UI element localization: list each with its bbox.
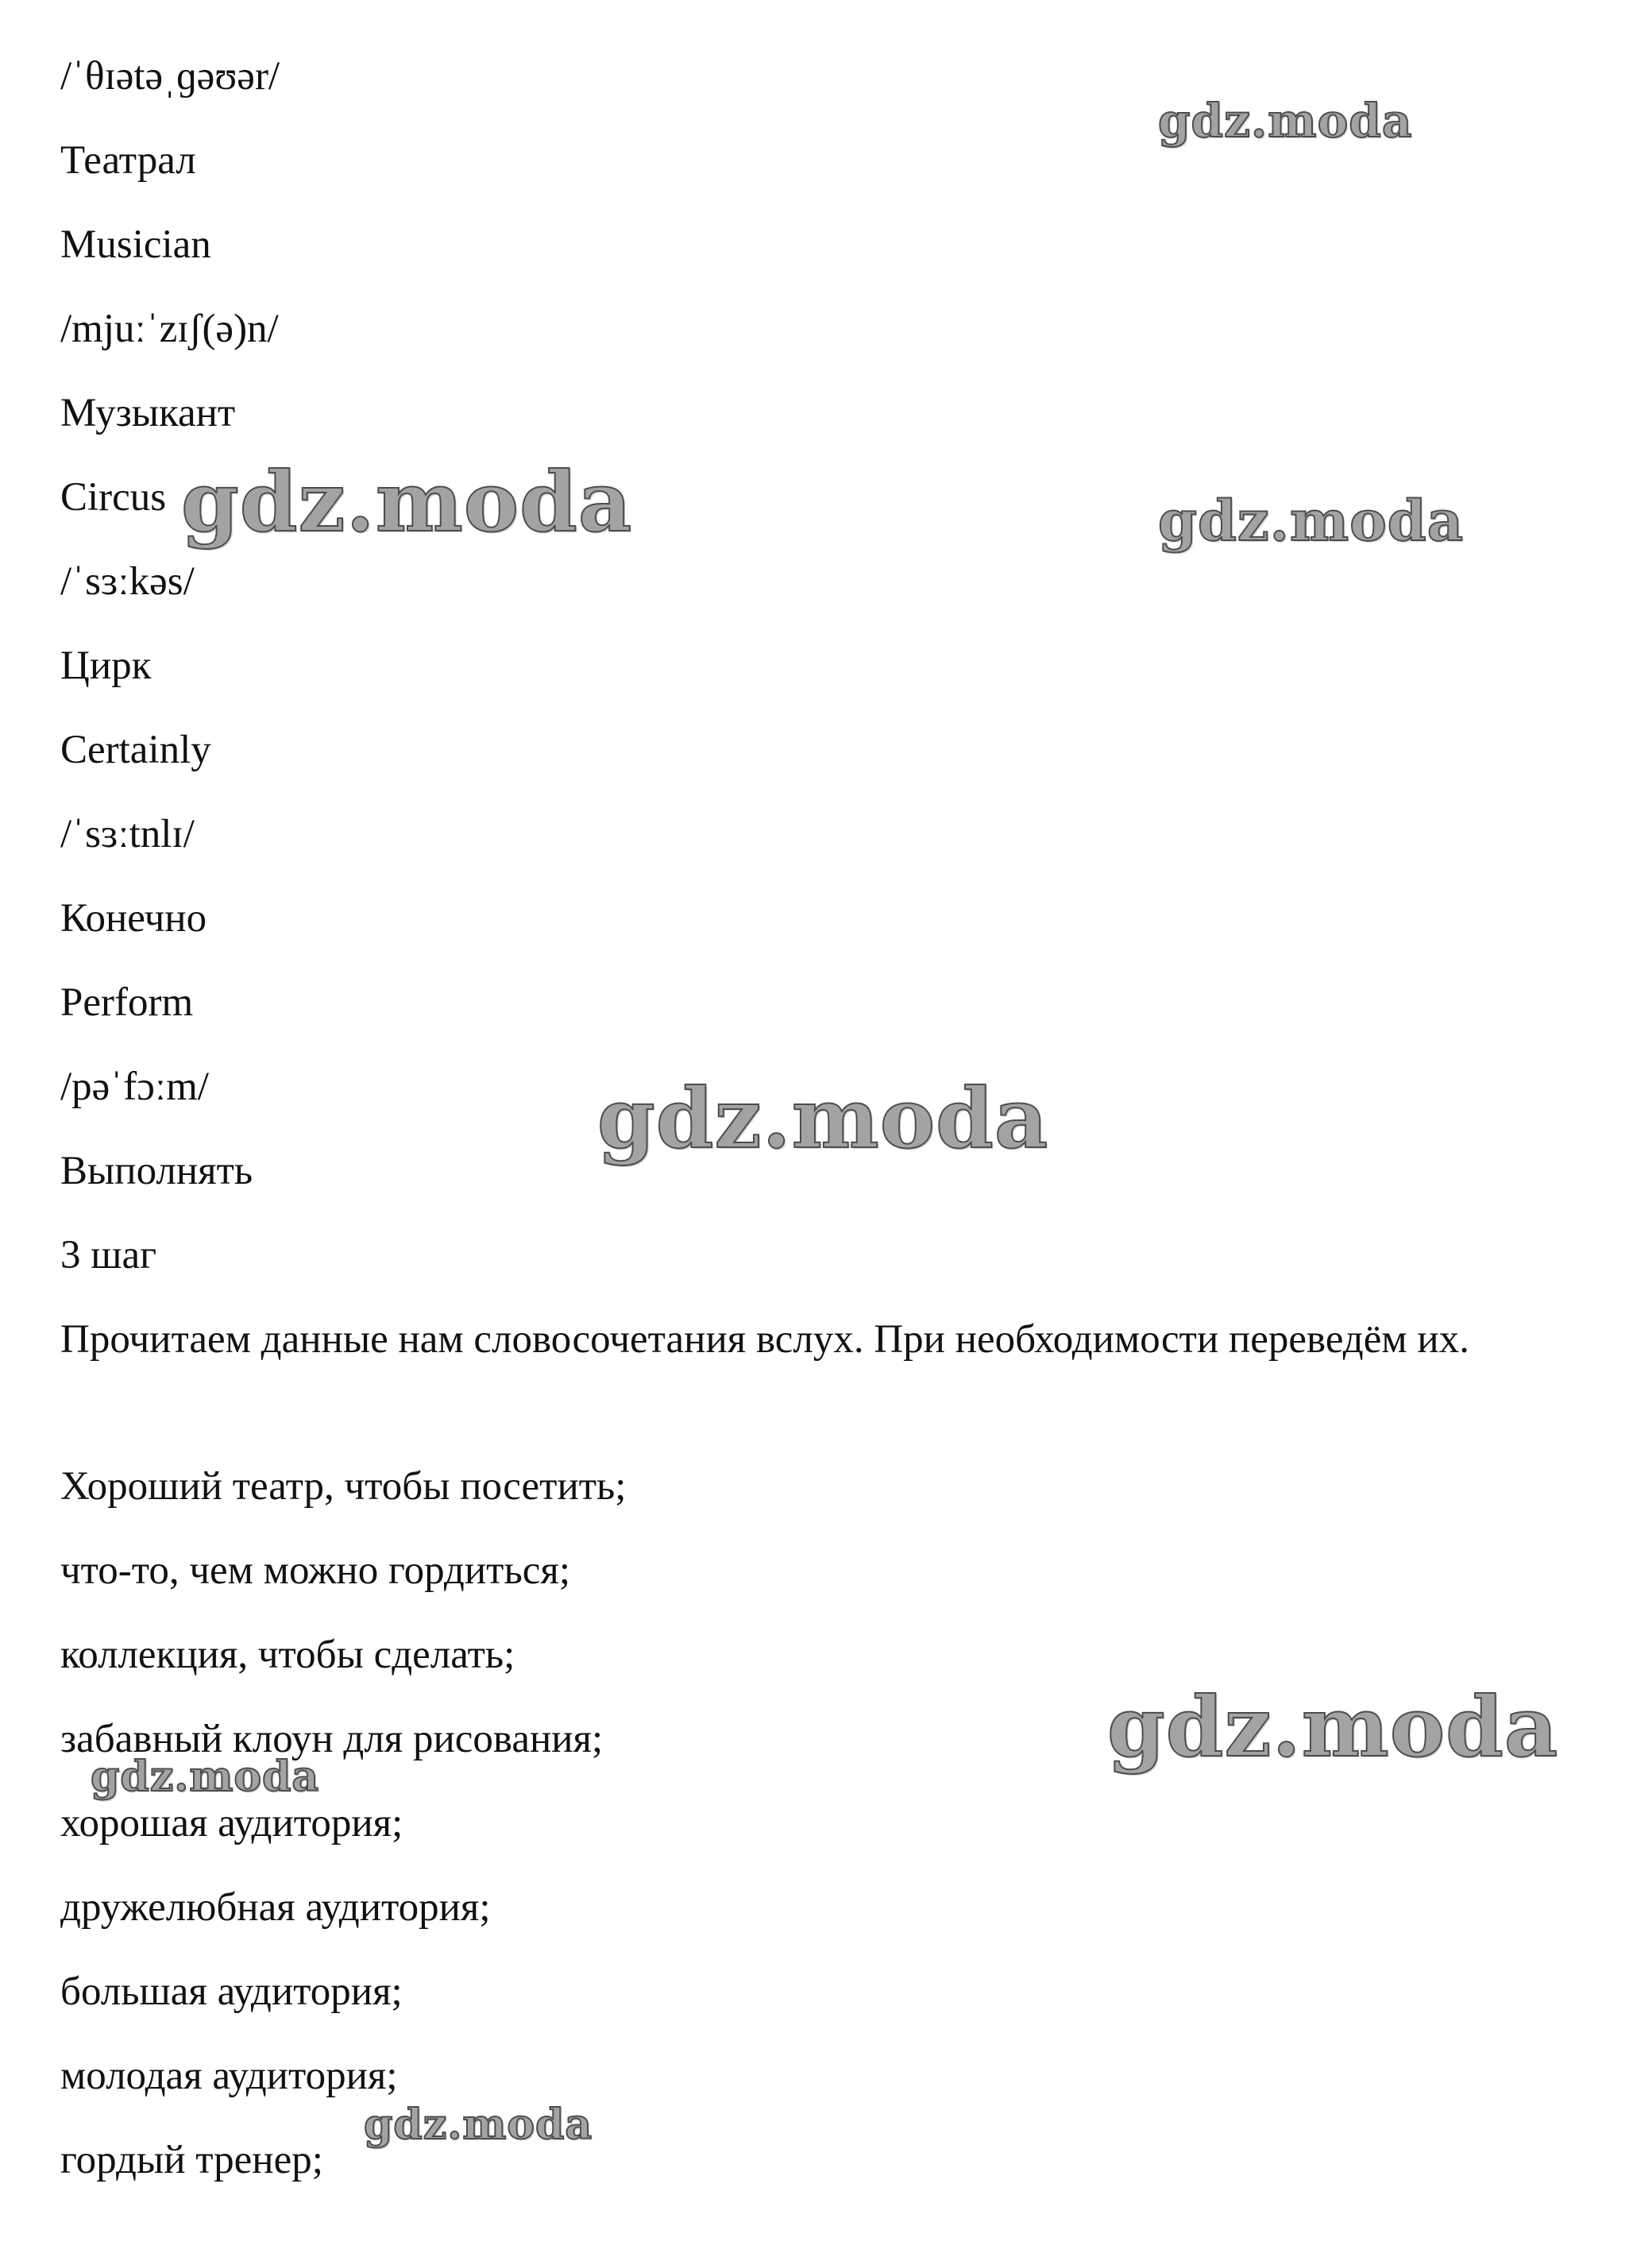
text-line: /ˈθɪətəˌɡəʊər/ [60, 54, 280, 99]
text-line: Musician [60, 222, 211, 267]
text-line: Выполнять [60, 1149, 253, 1193]
watermark: gdz.moda [597, 1069, 1049, 1167]
phrase-line: забавный клоун для рисования; [60, 1717, 604, 1761]
watermark: gdz.moda [364, 2101, 593, 2149]
phrase-line: молодая аудитория; [60, 2054, 398, 2098]
text-line: Circus [60, 475, 167, 520]
text-line: /ˈsɜːtnlɪ/ [60, 812, 195, 856]
instruction-paragraph: Прочитаем данные нам словосочетания вслух. При необходимости переведём их. [60, 1317, 1469, 1362]
phrase-line: Хороший театр, чтобы посетить; [60, 1464, 627, 1509]
text-line: Certainly [60, 728, 211, 772]
text-line: /mjuːˈzɪʃ(ə)n/ [60, 307, 279, 351]
phrase-line: хорошая аудитория; [60, 1801, 403, 1846]
text-line: Цирк [60, 644, 152, 688]
watermark: gdz.moda [1158, 488, 1465, 554]
phrase-line: гордый тренер; [60, 2138, 323, 2182]
text-line: Конечно [60, 896, 207, 941]
watermark: gdz.moda [1158, 94, 1413, 148]
step-heading: 3 шаг [60, 1233, 157, 1277]
text-line: Perform [60, 980, 194, 1025]
text-line: /ˈsɜːkəs/ [60, 559, 195, 604]
watermark: gdz.moda [181, 453, 633, 551]
watermark: gdz.moda [1107, 1678, 1559, 1776]
phrase-line: большая аудитория; [60, 1969, 403, 2014]
text-line: /pəˈfɔːm/ [60, 1065, 209, 1109]
watermark: gdz.moda [91, 1753, 320, 1801]
phrase-line: дружелюбная аудитория; [60, 1885, 491, 1930]
phrase-line: что-то, чем можно гордиться; [60, 1548, 570, 1593]
text-line: Театрал [60, 138, 196, 183]
text-line: Музыкант [60, 391, 236, 435]
phrase-line: коллекция, чтобы сделать; [60, 1633, 515, 1677]
